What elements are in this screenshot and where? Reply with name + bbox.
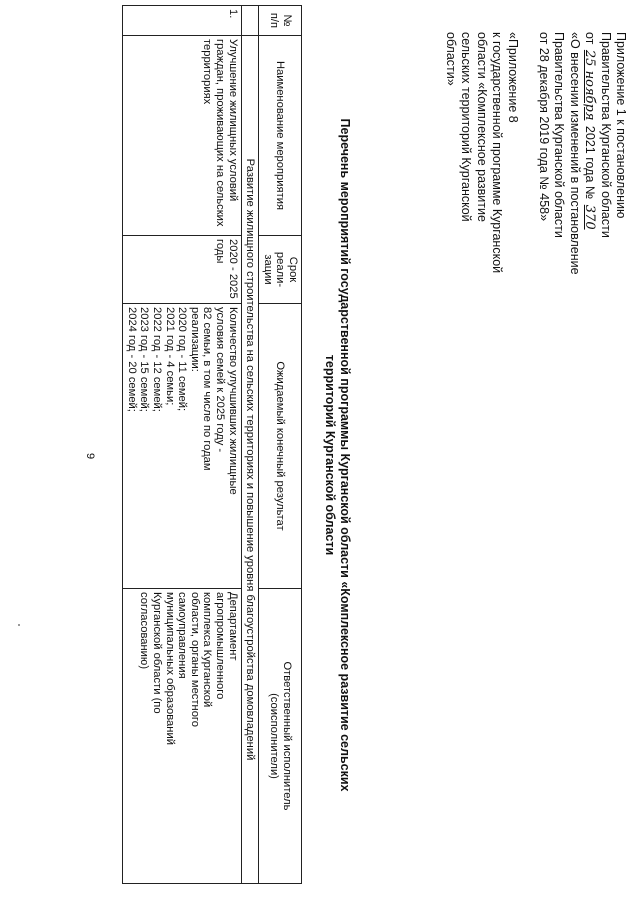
title-line-1: Перечень мероприятий государственной программы Курганской области «Комплексное развитие сельских xyxy=(338,118,352,792)
annex-line-2: к государственной программе Курганской xyxy=(490,32,505,274)
document-title xyxy=(322,60,352,850)
section-num-cell xyxy=(241,6,259,36)
page-number: 9 xyxy=(84,452,96,460)
approval-line-5: Правительства Курганской области xyxy=(552,32,567,238)
row-term: 2020 - 2025 годы xyxy=(123,236,241,304)
approval-line-1: Приложение 1 к постановлению xyxy=(614,32,628,219)
annex-line-5: области» xyxy=(443,32,458,86)
row-num: 1. xyxy=(123,6,241,36)
annex-line-1: «Приложение 8 xyxy=(505,32,520,123)
handwritten-number: 370 xyxy=(582,204,598,230)
section-row xyxy=(241,6,259,884)
row-name: Улучшение жилищных условий граждан, проживающих на сельских территориях xyxy=(123,36,241,236)
header-name: Наименование мероприятия xyxy=(259,36,302,236)
approval-line-6: от 28 декабря 2019 года № 458» xyxy=(536,32,551,222)
measures-table xyxy=(122,5,302,884)
header-term: Срок реали- зации xyxy=(259,236,302,304)
title-line-2: территорий Курганской области xyxy=(323,354,337,556)
row-executor: Департамент агропромышленного комплекса Курганской области, органы местного самоуправления муниципальных образований Курганской области (по согласованию) xyxy=(123,589,241,884)
approval-date-line: от 25 ноября 2021 года № 370 xyxy=(582,32,598,230)
annex-line-3: области «Комплексное развитие xyxy=(474,32,489,222)
annex-line-4: сельских территорий Курганской xyxy=(459,32,474,222)
approval-line-2: Правительства Курганской области xyxy=(598,32,613,238)
row-result: Количество улучшивших жилищные условия семей к 2025 году - 82 семьи, в том числе по годам реализации: 2020 год - 11 семей; 2021 год - 4 семьи; 2022 год - 12 семей; 2023 год - 15 семей; 2024 год - 20 семей; xyxy=(123,304,241,589)
approval-line-4: «О внесении изменений в постановление xyxy=(567,32,582,275)
handwritten-date: 25 ноября xyxy=(582,49,598,121)
header-executor: Ответственный исполнитель (соисполнители) xyxy=(259,589,302,884)
header-num: № п/п xyxy=(259,6,302,36)
approval-block xyxy=(443,32,628,350)
table-row xyxy=(123,6,241,884)
header-result: Ожидаемый конечный результат xyxy=(259,304,302,589)
table-header-row xyxy=(259,6,302,884)
section-title: Развитие жилищного строительства на сельских территориях и повышение уровня благоустройства домовладений xyxy=(241,36,259,884)
